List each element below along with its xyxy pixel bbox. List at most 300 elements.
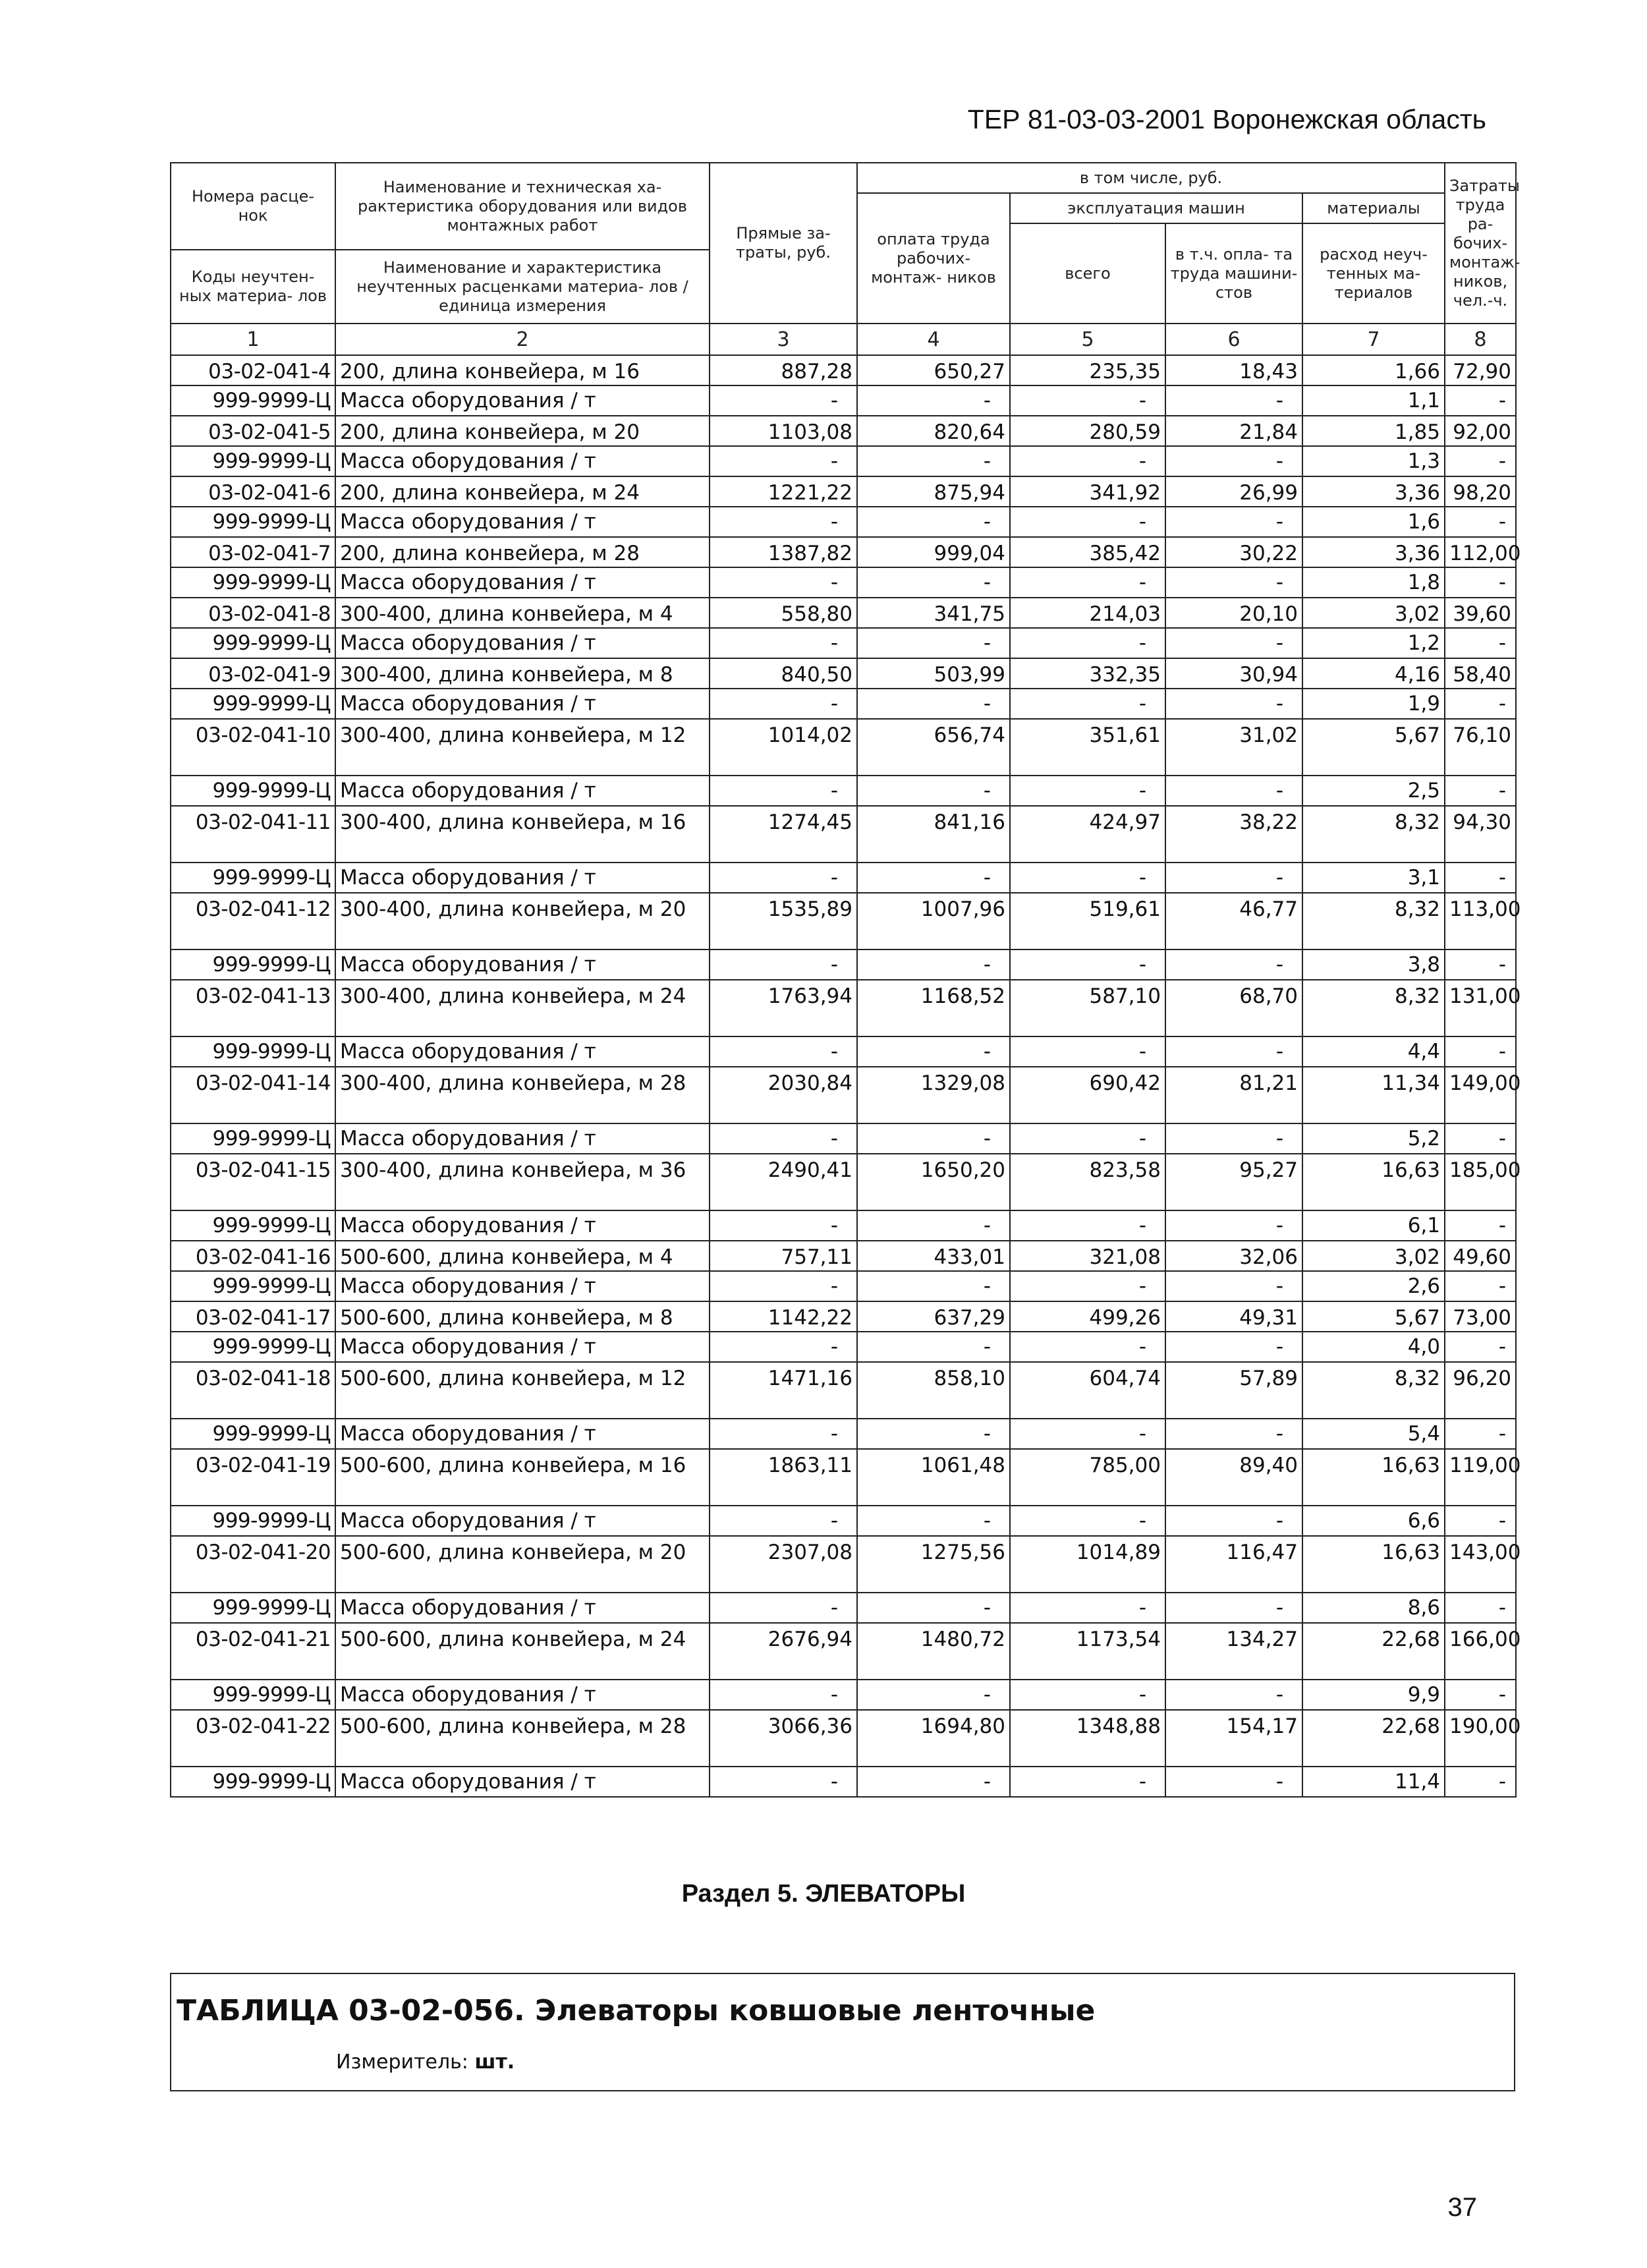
work-name: 500-600, длина конвейера, м 20 — [335, 1536, 710, 1593]
direct-cost-empty: - — [710, 1767, 857, 1797]
machines-total: 332,35 — [1010, 658, 1165, 689]
worker-wages-empty: - — [857, 385, 1010, 416]
direct-cost: 1274,45 — [710, 806, 857, 863]
mass-row — [171, 1123, 1516, 1154]
header-material-codes: Коды неучтен- ных материа- лов — [171, 250, 335, 324]
machines-total-empty: - — [1010, 1680, 1165, 1710]
material-name: Масса оборудования / т — [335, 1210, 710, 1241]
equipment-mass: 8,6 — [1302, 1593, 1445, 1623]
page-number: 37 — [1447, 2193, 1477, 2222]
material-code: 999-9999-Ц — [171, 950, 335, 980]
labor-hours: 119,00 — [1445, 1449, 1516, 1506]
header-rate-numbers: Номера расце- нок — [171, 163, 335, 250]
rate-code: 03-02-041-9 — [171, 658, 335, 689]
materials-cost: 3,02 — [1302, 1241, 1445, 1271]
worker-wages: 503,99 — [857, 658, 1010, 689]
work-name: 500-600, длина конвейера, м 16 — [335, 1449, 710, 1506]
machinist-wages-empty: - — [1165, 1680, 1302, 1710]
labor-hours: 92,00 — [1445, 416, 1516, 446]
material-name: Масса оборудования / т — [335, 446, 710, 476]
worker-wages: 1650,20 — [857, 1154, 1010, 1210]
machines-total-empty: - — [1010, 507, 1165, 537]
section-title: Раздел 5. ЭЛЕВАТОРЫ — [681, 1880, 966, 1908]
mass-row — [171, 507, 1516, 537]
column-number: 2 — [335, 324, 710, 355]
direct-cost-empty: - — [710, 1506, 857, 1536]
labor-hours-empty: - — [1445, 1332, 1516, 1362]
machinist-wages-empty: - — [1165, 1767, 1302, 1797]
machines-total: 321,08 — [1010, 1241, 1165, 1271]
machines-total-empty: - — [1010, 385, 1165, 416]
worker-wages: 341,75 — [857, 598, 1010, 628]
direct-cost: 887,28 — [710, 355, 857, 385]
header-labor-costs: Затраты труда ра- бочих- монтаж- ников, чел.-ч. — [1445, 163, 1516, 324]
materials-cost: 22,68 — [1302, 1623, 1445, 1680]
direct-cost: 1103,08 — [710, 416, 857, 446]
table-body — [171, 355, 1521, 1797]
material-name: Масса оборудования / т — [335, 950, 710, 980]
machinist-wages: 26,99 — [1165, 476, 1302, 507]
materials-cost: 16,63 — [1302, 1154, 1445, 1210]
material-name: Масса оборудования / т — [335, 1593, 710, 1623]
equipment-mass: 2,5 — [1302, 776, 1445, 806]
material-code: 999-9999-Ц — [171, 1506, 335, 1536]
mass-row — [171, 1506, 1516, 1536]
material-code: 999-9999-Ц — [171, 385, 335, 416]
machines-total: 385,42 — [1010, 537, 1165, 567]
equipment-mass: 6,6 — [1302, 1506, 1445, 1536]
table-row — [171, 537, 1516, 567]
labor-hours-empty: - — [1445, 507, 1516, 537]
machinist-wages: 30,22 — [1165, 537, 1302, 567]
worker-wages-empty: - — [857, 1332, 1010, 1362]
rates-table-wrapper — [170, 162, 1521, 1798]
worker-wages-empty: - — [857, 1271, 1010, 1301]
machines-total-empty: - — [1010, 1210, 1165, 1241]
machinist-wages: 31,02 — [1165, 719, 1302, 776]
work-name: 300-400, длина конвейера, м 8 — [335, 658, 710, 689]
work-name: 300-400, длина конвейера, м 28 — [335, 1067, 710, 1123]
mass-row — [171, 1593, 1516, 1623]
table-row — [171, 1301, 1516, 1332]
mass-row — [171, 1767, 1516, 1797]
direct-cost-empty: - — [710, 776, 857, 806]
material-code: 999-9999-Ц — [171, 1767, 335, 1797]
labor-hours-empty: - — [1445, 950, 1516, 980]
machines-total: 519,61 — [1010, 893, 1165, 950]
labor-hours-empty: - — [1445, 1419, 1516, 1449]
machinist-wages-empty: - — [1165, 628, 1302, 658]
work-name: 500-600, длина конвейера, м 4 — [335, 1241, 710, 1271]
mass-row — [171, 1036, 1516, 1067]
machinist-wages-empty: - — [1165, 776, 1302, 806]
labor-hours-empty: - — [1445, 628, 1516, 658]
materials-cost: 3,36 — [1302, 476, 1445, 507]
worker-wages: 1480,72 — [857, 1623, 1010, 1680]
machinist-wages: 134,27 — [1165, 1623, 1302, 1680]
rate-code: 03-02-041-8 — [171, 598, 335, 628]
document-code: ТЕР 81-03-03-2001 Воронежская область — [967, 104, 1486, 134]
rate-code: 03-02-041-15 — [171, 1154, 335, 1210]
worker-wages-empty: - — [857, 1210, 1010, 1241]
column-number: 1 — [171, 324, 335, 355]
direct-cost: 1471,16 — [710, 1362, 857, 1419]
direct-cost-empty: - — [710, 507, 857, 537]
labor-hours: 112,00 — [1445, 537, 1516, 567]
materials-cost: 8,32 — [1302, 980, 1445, 1036]
material-code: 999-9999-Ц — [171, 446, 335, 476]
labor-hours: 72,90 — [1445, 355, 1516, 385]
machinist-wages-empty: - — [1165, 1332, 1302, 1362]
machinist-wages-empty: - — [1165, 1593, 1302, 1623]
worker-wages-empty: - — [857, 1767, 1010, 1797]
worker-wages-empty: - — [857, 1680, 1010, 1710]
mass-row — [171, 385, 1516, 416]
column-number: 5 — [1010, 324, 1165, 355]
machinist-wages: 38,22 — [1165, 806, 1302, 863]
machines-total-empty: - — [1010, 1593, 1165, 1623]
work-name: 200, длина конвейера, м 16 — [335, 355, 710, 385]
equipment-mass: 1,6 — [1302, 507, 1445, 537]
worker-wages: 999,04 — [857, 537, 1010, 567]
machines-total: 499,26 — [1010, 1301, 1165, 1332]
equipment-mass: 1,2 — [1302, 628, 1445, 658]
column-number: 8 — [1445, 324, 1516, 355]
machinist-wages: 21,84 — [1165, 416, 1302, 446]
table-row — [171, 806, 1516, 863]
machines-total-empty: - — [1010, 628, 1165, 658]
material-name: Масса оборудования / т — [335, 1123, 710, 1154]
direct-cost-empty: - — [710, 950, 857, 980]
labor-hours-empty: - — [1445, 1680, 1516, 1710]
machines-total: 1014,89 — [1010, 1536, 1165, 1593]
table-row — [171, 355, 1516, 385]
machinist-wages-empty: - — [1165, 689, 1302, 719]
direct-cost: 2307,08 — [710, 1536, 857, 1593]
machines-total-empty: - — [1010, 950, 1165, 980]
equipment-mass: 3,1 — [1302, 863, 1445, 893]
equipment-mass: 1,9 — [1302, 689, 1445, 719]
machines-total-empty: - — [1010, 863, 1165, 893]
material-code: 999-9999-Ц — [171, 1271, 335, 1301]
mass-row — [171, 567, 1516, 598]
material-code: 999-9999-Ц — [171, 1593, 335, 1623]
equipment-mass: 11,4 — [1302, 1767, 1445, 1797]
work-name: 300-400, длина конвейера, м 16 — [335, 806, 710, 863]
mass-row — [171, 776, 1516, 806]
material-code: 999-9999-Ц — [171, 689, 335, 719]
labor-hours: 76,10 — [1445, 719, 1516, 776]
machinist-wages-empty: - — [1165, 1271, 1302, 1301]
worker-wages: 1694,80 — [857, 1710, 1010, 1767]
machines-total: 1348,88 — [1010, 1710, 1165, 1767]
material-code: 999-9999-Ц — [171, 1332, 335, 1362]
equipment-mass: 3,8 — [1302, 950, 1445, 980]
material-code: 999-9999-Ц — [171, 1419, 335, 1449]
labor-hours-empty: - — [1445, 567, 1516, 598]
rates-table — [170, 162, 1521, 1798]
table-row — [171, 980, 1516, 1036]
equipment-mass: 5,2 — [1302, 1123, 1445, 1154]
table-row — [171, 1449, 1516, 1506]
header-worker-wages: оплата труда рабочих- монтаж- ников — [857, 193, 1010, 324]
table-row — [171, 1154, 1516, 1210]
worker-wages-empty: - — [857, 776, 1010, 806]
machines-total-empty: - — [1010, 1419, 1165, 1449]
unit-label: Измеритель: — [336, 2051, 468, 2074]
worker-wages-empty: - — [857, 1036, 1010, 1067]
machines-total: 785,00 — [1010, 1449, 1165, 1506]
direct-cost-empty: - — [710, 1036, 857, 1067]
unit-value: шт. — [474, 2051, 515, 2074]
table-row — [171, 1536, 1516, 1593]
labor-hours-empty: - — [1445, 1210, 1516, 1241]
material-name: Масса оборудования / т — [335, 689, 710, 719]
machines-total-empty: - — [1010, 1506, 1165, 1536]
equipment-mass: 4,0 — [1302, 1332, 1445, 1362]
direct-cost: 757,11 — [710, 1241, 857, 1271]
labor-hours: 39,60 — [1445, 598, 1516, 628]
machines-total-empty: - — [1010, 776, 1165, 806]
table-row — [171, 1710, 1516, 1767]
worker-wages-empty: - — [857, 567, 1010, 598]
material-name: Масса оборудования / т — [335, 776, 710, 806]
equipment-mass: 6,1 — [1302, 1210, 1445, 1241]
material-name: Масса оборудования / т — [335, 1767, 710, 1797]
worker-wages-empty: - — [857, 1593, 1010, 1623]
machinist-wages-empty: - — [1165, 1036, 1302, 1067]
machinist-wages-empty: - — [1165, 950, 1302, 980]
mass-row — [171, 1271, 1516, 1301]
material-code: 999-9999-Ц — [171, 776, 335, 806]
machinist-wages-empty: - — [1165, 1123, 1302, 1154]
table-row — [171, 1067, 1516, 1123]
direct-cost-empty: - — [710, 446, 857, 476]
equipment-mass: 1,3 — [1302, 446, 1445, 476]
machinist-wages-empty: - — [1165, 1210, 1302, 1241]
labor-hours-empty: - — [1445, 689, 1516, 719]
work-name: 200, длина конвейера, м 20 — [335, 416, 710, 446]
machinist-wages: 46,77 — [1165, 893, 1302, 950]
table-row — [171, 658, 1516, 689]
direct-cost-empty: - — [710, 1210, 857, 1241]
work-name: 500-600, длина конвейера, м 8 — [335, 1301, 710, 1332]
direct-cost-empty: - — [710, 863, 857, 893]
column-number: 6 — [1165, 324, 1302, 355]
machinist-wages-empty: - — [1165, 567, 1302, 598]
work-name: 200, длина конвейера, м 24 — [335, 476, 710, 507]
header-material-names: Наименование и характеристика неучтенных расценками материа- лов / единица измерения — [335, 250, 710, 324]
table-title: ТАБЛИЦА 03-02-056. Элеваторы ковшовые ленточные — [177, 1994, 1096, 2027]
labor-hours-empty: - — [1445, 1593, 1516, 1623]
machinist-wages-empty: - — [1165, 507, 1302, 537]
material-name: Масса оборудования / т — [335, 1271, 710, 1301]
worker-wages-empty: - — [857, 628, 1010, 658]
direct-cost: 1535,89 — [710, 893, 857, 950]
rate-code: 03-02-041-21 — [171, 1623, 335, 1680]
direct-cost-empty: - — [710, 628, 857, 658]
header-direct-costs: Прямые за- траты, руб. — [710, 163, 857, 324]
labor-hours-empty: - — [1445, 1123, 1516, 1154]
labor-hours: 190,00 — [1445, 1710, 1516, 1767]
mass-row — [171, 689, 1516, 719]
machinist-wages: 68,70 — [1165, 980, 1302, 1036]
mass-row — [171, 628, 1516, 658]
machinist-wages-empty: - — [1165, 1506, 1302, 1536]
work-name: 300-400, длина конвейера, м 36 — [335, 1154, 710, 1210]
worker-wages-empty: - — [857, 863, 1010, 893]
labor-hours: 131,00 — [1445, 980, 1516, 1036]
direct-cost: 1387,82 — [710, 537, 857, 567]
mass-row — [171, 950, 1516, 980]
materials-cost: 8,32 — [1302, 893, 1445, 950]
rate-code: 03-02-041-7 — [171, 537, 335, 567]
work-name: 300-400, длина конвейера, м 12 — [335, 719, 710, 776]
unit-of-measure — [336, 2051, 515, 2074]
worker-wages: 1061,48 — [857, 1449, 1010, 1506]
worker-wages: 656,74 — [857, 719, 1010, 776]
machinist-wages-empty: - — [1165, 1419, 1302, 1449]
mass-row — [171, 446, 1516, 476]
material-name: Масса оборудования / т — [335, 1036, 710, 1067]
materials-cost: 3,02 — [1302, 598, 1445, 628]
worker-wages-empty: - — [857, 689, 1010, 719]
header-work-name: Наименование и техническая ха- рактеристика оборудования или видов монтажных работ — [335, 163, 710, 250]
direct-cost-empty: - — [710, 385, 857, 416]
machines-total-empty: - — [1010, 1767, 1165, 1797]
worker-wages-empty: - — [857, 1506, 1010, 1536]
work-name: 300-400, длина конвейера, м 4 — [335, 598, 710, 628]
direct-cost: 558,80 — [710, 598, 857, 628]
direct-cost: 2490,41 — [710, 1154, 857, 1210]
header-materials: материалы — [1302, 193, 1445, 223]
machinist-wages: 81,21 — [1165, 1067, 1302, 1123]
material-name: Масса оборудования / т — [335, 863, 710, 893]
machinist-wages: 116,47 — [1165, 1536, 1302, 1593]
machines-total: 587,10 — [1010, 980, 1165, 1036]
rate-code: 03-02-041-14 — [171, 1067, 335, 1123]
machinist-wages: 32,06 — [1165, 1241, 1302, 1271]
materials-cost: 11,34 — [1302, 1067, 1445, 1123]
rate-code: 03-02-041-22 — [171, 1710, 335, 1767]
material-name: Масса оборудования / т — [335, 1680, 710, 1710]
header-machines-total: всего — [1010, 223, 1165, 324]
materials-cost: 3,36 — [1302, 537, 1445, 567]
work-name: 500-600, длина конвейера, м 24 — [335, 1623, 710, 1680]
rate-code: 03-02-041-5 — [171, 416, 335, 446]
rate-code: 03-02-041-13 — [171, 980, 335, 1036]
labor-hours: 149,00 — [1445, 1067, 1516, 1123]
rate-code: 03-02-041-6 — [171, 476, 335, 507]
table-row — [171, 416, 1516, 446]
worker-wages-empty: - — [857, 507, 1010, 537]
material-code: 999-9999-Ц — [171, 567, 335, 598]
machines-total: 341,92 — [1010, 476, 1165, 507]
table-row — [171, 598, 1516, 628]
equipment-mass: 1,8 — [1302, 567, 1445, 598]
work-name: 200, длина конвейера, м 28 — [335, 537, 710, 567]
labor-hours-empty: - — [1445, 385, 1516, 416]
direct-cost: 840,50 — [710, 658, 857, 689]
work-name: 500-600, длина конвейера, м 12 — [335, 1362, 710, 1419]
direct-cost: 1863,11 — [710, 1449, 857, 1506]
materials-cost: 5,67 — [1302, 1301, 1445, 1332]
worker-wages-empty: - — [857, 1123, 1010, 1154]
table-row — [171, 476, 1516, 507]
labor-hours-empty: - — [1445, 776, 1516, 806]
worker-wages: 875,94 — [857, 476, 1010, 507]
labor-hours: 185,00 — [1445, 1154, 1516, 1210]
rate-code: 03-02-041-18 — [171, 1362, 335, 1419]
table-row — [171, 1241, 1516, 1271]
column-number: 3 — [710, 324, 857, 355]
rate-code: 03-02-041-19 — [171, 1449, 335, 1506]
work-name: 500-600, длина конвейера, м 28 — [335, 1710, 710, 1767]
direct-cost-empty: - — [710, 1332, 857, 1362]
work-name: 300-400, длина конвейера, м 20 — [335, 893, 710, 950]
machinist-wages: 89,40 — [1165, 1449, 1302, 1506]
mass-row — [171, 1210, 1516, 1241]
worker-wages: 820,64 — [857, 416, 1010, 446]
machinist-wages: 30,94 — [1165, 658, 1302, 689]
labor-hours-empty: - — [1445, 863, 1516, 893]
materials-cost: 8,32 — [1302, 1362, 1445, 1419]
direct-cost: 2030,84 — [710, 1067, 857, 1123]
column-number: 4 — [857, 324, 1010, 355]
material-code: 999-9999-Ц — [171, 1036, 335, 1067]
worker-wages: 1275,56 — [857, 1536, 1010, 1593]
labor-hours-empty: - — [1445, 1767, 1516, 1797]
machinist-wages: 18,43 — [1165, 355, 1302, 385]
labor-hours: 143,00 — [1445, 1536, 1516, 1593]
machines-total: 424,97 — [1010, 806, 1165, 863]
labor-hours: 96,20 — [1445, 1362, 1516, 1419]
labor-hours: 49,60 — [1445, 1241, 1516, 1271]
header-machinist-wages: в т.ч. опла- та труда машини- стов — [1165, 223, 1302, 324]
machinist-wages-empty: - — [1165, 446, 1302, 476]
labor-hours-empty: - — [1445, 1506, 1516, 1536]
direct-cost-empty: - — [710, 1419, 857, 1449]
work-name: 300-400, длина конвейера, м 24 — [335, 980, 710, 1036]
rate-code: 03-02-041-10 — [171, 719, 335, 776]
table-caption-box — [170, 1973, 1515, 2091]
machines-total-empty: - — [1010, 1271, 1165, 1301]
material-name: Масса оборудования / т — [335, 385, 710, 416]
rate-code: 03-02-041-4 — [171, 355, 335, 385]
material-name: Масса оборудования / т — [335, 507, 710, 537]
direct-cost: 1014,02 — [710, 719, 857, 776]
direct-cost-empty: - — [710, 567, 857, 598]
worker-wages: 858,10 — [857, 1362, 1010, 1419]
direct-cost-empty: - — [710, 1123, 857, 1154]
labor-hours: 113,00 — [1445, 893, 1516, 950]
direct-cost-empty: - — [710, 689, 857, 719]
worker-wages-empty: - — [857, 950, 1010, 980]
materials-cost: 16,63 — [1302, 1536, 1445, 1593]
machines-total: 280,59 — [1010, 416, 1165, 446]
column-number: 7 — [1302, 324, 1445, 355]
labor-hours: 98,20 — [1445, 476, 1516, 507]
table-row — [171, 719, 1516, 776]
materials-cost: 1,66 — [1302, 355, 1445, 385]
machines-total: 1173,54 — [1010, 1623, 1165, 1680]
material-code: 999-9999-Ц — [171, 628, 335, 658]
worker-wages: 637,29 — [857, 1301, 1010, 1332]
materials-cost: 1,85 — [1302, 416, 1445, 446]
direct-cost: 1142,22 — [710, 1301, 857, 1332]
direct-cost-empty: - — [710, 1680, 857, 1710]
mass-row — [171, 1680, 1516, 1710]
